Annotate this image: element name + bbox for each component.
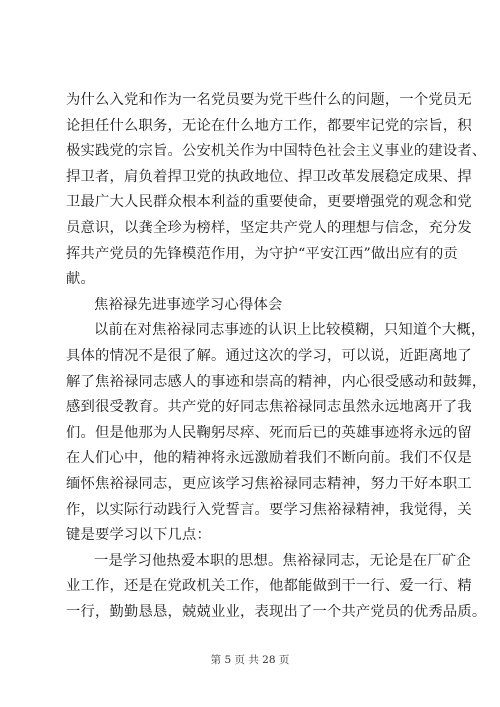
text-line: 论担任什么职务，无论在什么地方工作，都要牢记党的宗旨，积 xyxy=(66,117,472,134)
text-line: 业工作，还是在党政机关工作，他都能做到干一行、爱一行、精 xyxy=(66,578,472,595)
text-line: 捍卫者，肩负着捍卫党的执政地位、捍卫改革发展稳定成果、捍 xyxy=(66,168,472,185)
text-line: 具体的情况不是很了解。通过这次的学习，可以说，近距离地了 xyxy=(66,347,472,364)
text-line: 极实践党的宗旨。公安机关作为中国特色社会主义事业的建设者、 xyxy=(66,143,487,160)
text-line: 一是学习他热爱本职的思想。焦裕禄同志，无论是在厂矿企 xyxy=(94,552,471,569)
text-line: 在人们心中，他的精神将永远激励着我们不断向前。我们不仅是 xyxy=(66,450,472,467)
text-line: 们。但是他那为人民鞠躬尽瘁、死而后已的英雄事迹将永远的留 xyxy=(66,424,472,441)
text-line: 缅怀焦裕禄同志，更应该学习焦裕禄同志精神，努力干好本职工 xyxy=(66,475,472,492)
text-line: 挥共产党员的先锋模范作用，为守护“平安江西”做出应有的贡 xyxy=(66,245,458,262)
text-line: 献。 xyxy=(66,271,95,288)
text-line: 卫最广大人民群众根本利益的重要使命，更要增强党的观念和党 xyxy=(66,194,472,211)
text-line: 员意识，以龚全珍为榜样，坚定共产党人的理想与信念，充分发 xyxy=(66,219,472,236)
text-line: 感到很受教育。共产党的好同志焦裕禄同志虽然永远地离开了我 xyxy=(66,399,472,416)
text-line: 一行，勤勤恳恳，兢兢业业，表现出了一个共产党员的优秀品质。 xyxy=(66,603,487,620)
text-line: 为什么入党和作为一名党员要为党干些什么的问题，一个党员无 xyxy=(66,92,472,108)
page-number-footer: 第 5 页 共 28 页 xyxy=(210,654,290,666)
section-heading: 焦裕禄先进事迹学习心得体会 xyxy=(94,296,283,313)
text-line: 作，以实际行动践行入党誓言。要学习焦裕禄精神，我觉得，关 xyxy=(66,501,472,518)
text-line: 以前在对焦裕禄同志事迹的认识上比较模糊，只知道个大概， xyxy=(94,322,486,339)
text-line: 解了焦裕禄同志感人的事迹和崇高的精神，内心很受感动和鼓舞， xyxy=(66,373,487,390)
document-body xyxy=(66,88,487,625)
text-line: 键是要学习以下几点： xyxy=(66,527,211,544)
